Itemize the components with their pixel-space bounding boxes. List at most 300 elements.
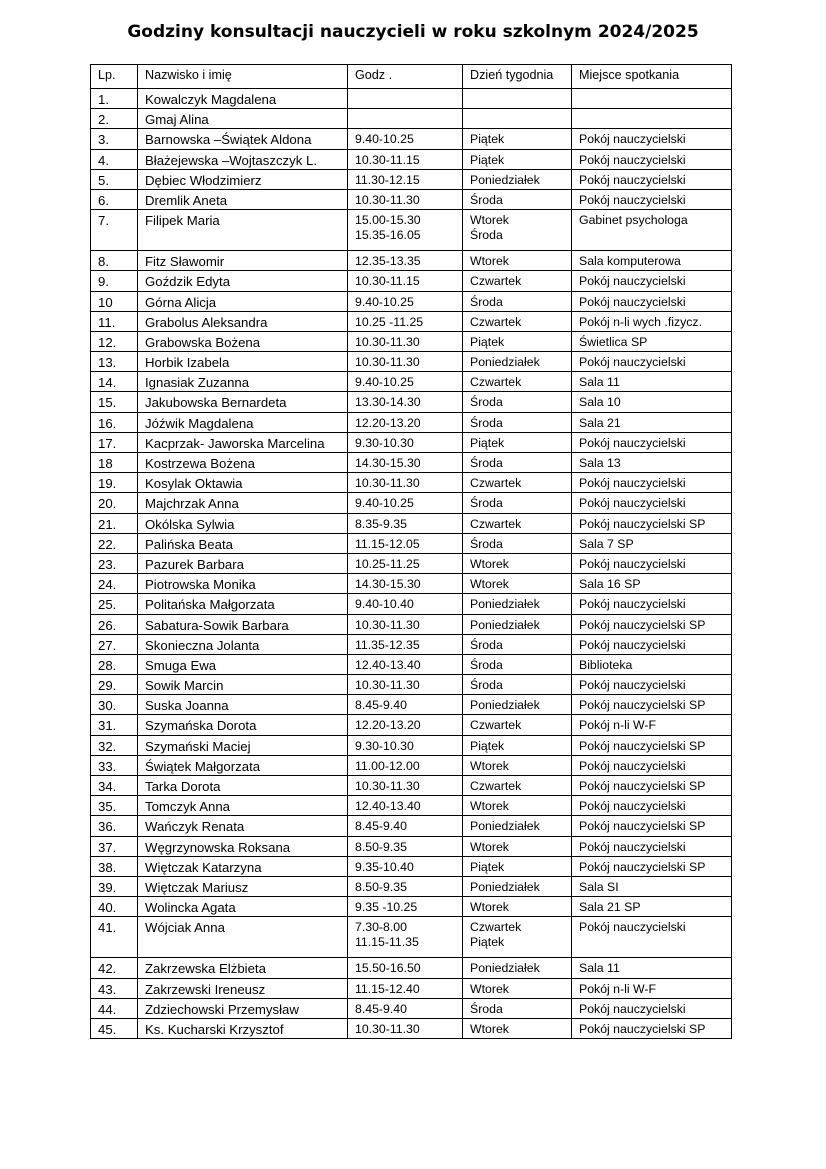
row-hours-line: 8.50-9.35 xyxy=(355,879,407,894)
row-lp: 6. xyxy=(91,189,138,209)
row-name: Więtczak Katarzyna xyxy=(138,856,348,876)
row-hours-line: 10.30-11.30 xyxy=(355,678,420,693)
row-lp: 33. xyxy=(91,755,138,775)
row-day xyxy=(463,917,572,958)
row-place xyxy=(572,89,732,109)
row-lp: 24. xyxy=(91,574,138,594)
table-row xyxy=(91,89,732,109)
row-hours-line: 7.30-8.00 xyxy=(355,920,407,935)
row-hours xyxy=(348,513,463,533)
row-place xyxy=(572,109,732,129)
table-row xyxy=(91,129,732,149)
row-place: Pokój nauczycielski xyxy=(572,129,732,149)
row-lp: 18 xyxy=(91,453,138,473)
row-day-line: Poniedziałek xyxy=(470,597,540,612)
row-hours-line: 9.35-10.40 xyxy=(355,859,414,874)
table-row xyxy=(91,453,732,473)
row-hours xyxy=(348,654,463,674)
row-place: Pokój nauczycielski xyxy=(572,189,732,209)
row-day-line: Poniedziałek xyxy=(470,172,540,187)
table-row xyxy=(91,816,732,836)
table-row xyxy=(91,715,732,735)
row-day-line: Piątek xyxy=(470,935,505,950)
row-hours xyxy=(348,796,463,816)
row-place: Biblioteka xyxy=(572,654,732,674)
row-lp: 4. xyxy=(91,149,138,169)
row-day xyxy=(463,291,572,311)
row-hours-line: 11.15-12.05 xyxy=(355,536,420,551)
row-place: Pokój nauczycielski xyxy=(572,149,732,169)
row-place: Pokój n-li wych .fizycz. xyxy=(572,311,732,331)
row-day-line: Czwartek xyxy=(470,779,522,793)
table-row xyxy=(91,897,732,917)
row-day xyxy=(463,675,572,695)
page-title: Godziny konsultacji nauczycieli w roku szkolnym 2024/2025 xyxy=(127,22,699,42)
row-day-line: Czwartek xyxy=(470,476,522,491)
row-place: Sala 7 SP xyxy=(572,533,732,553)
row-name: Grabolus Aleksandra xyxy=(138,311,348,331)
row-day-line: Piątek xyxy=(470,859,505,874)
row-name: Szymańska Dorota xyxy=(138,715,348,735)
row-hours xyxy=(348,129,463,149)
table-row xyxy=(91,574,732,594)
row-lp: 8. xyxy=(91,251,138,271)
row-lp: 34. xyxy=(91,776,138,796)
row-hours-line: 8.45-9.40 xyxy=(355,698,407,713)
row-place: Pokój nauczycielski xyxy=(572,755,732,775)
header-name: Nazwisko i imię xyxy=(138,65,348,89)
row-hours xyxy=(348,1018,463,1038)
table-header-row xyxy=(91,65,732,89)
row-day-line: Czwartek xyxy=(470,516,522,531)
row-place: Pokój nauczycielski SP xyxy=(572,816,732,836)
row-name: Kosylak Oktawia xyxy=(138,473,348,493)
row-place: Pokój nauczycielski xyxy=(572,796,732,816)
row-name: Zdziechowski Przemysław xyxy=(138,998,348,1018)
row-day xyxy=(463,695,572,715)
row-place: Pokój nauczycielski xyxy=(572,432,732,452)
row-day-line: Środa xyxy=(470,228,503,243)
row-day xyxy=(463,958,572,978)
row-day xyxy=(463,998,572,1018)
table-row xyxy=(91,493,732,513)
row-place: Sala 11 xyxy=(572,372,732,392)
row-lp: 3. xyxy=(91,129,138,149)
row-hours-line: 12.40-13.40 xyxy=(355,799,421,814)
row-name: Węgrzynowska Roksana xyxy=(138,836,348,856)
consultation-table xyxy=(90,64,732,1039)
row-hours-line: 11.15-12.40 xyxy=(355,981,420,996)
table-row xyxy=(91,473,732,493)
row-hours-line: 10.30-11.30 xyxy=(355,192,420,207)
row-place: Pokój nauczycielski SP xyxy=(572,735,732,755)
table-row xyxy=(91,1018,732,1038)
row-place: Pokój nauczycielski SP xyxy=(572,695,732,715)
row-day xyxy=(463,251,572,271)
row-place: Pokój n-li W-F xyxy=(572,978,732,998)
row-hours xyxy=(348,109,463,129)
row-lp: 15. xyxy=(91,392,138,412)
row-hours-line: 8.45-9.40 xyxy=(355,819,407,834)
row-name: Barnowska –Świątek Aldona xyxy=(138,129,348,149)
row-hours-line: 14.30-15.30 xyxy=(355,577,421,592)
row-name: Skonieczna Jolanta xyxy=(138,634,348,654)
row-hours-line: 12.20-13.20 xyxy=(355,718,421,733)
table-row xyxy=(91,755,732,775)
row-hours-line: 10.25-11.25 xyxy=(355,556,420,571)
table-row xyxy=(91,169,732,189)
row-name: Kowalczyk Magdalena xyxy=(138,89,348,109)
row-name: Sowik Marcin xyxy=(138,675,348,695)
row-hours-line: 11.30-12.15 xyxy=(355,172,420,187)
table-row xyxy=(91,372,732,392)
row-lp: 1. xyxy=(91,89,138,109)
row-day xyxy=(463,1018,572,1038)
row-name: Jakubowska Bernardeta xyxy=(138,392,348,412)
row-lp: 14. xyxy=(91,372,138,392)
row-place: Pokój nauczycielski xyxy=(572,352,732,372)
row-hours-line: 9.40-10.25 xyxy=(355,132,414,147)
row-lp: 19. xyxy=(91,473,138,493)
row-day-line: Czwartek xyxy=(470,274,522,289)
row-day xyxy=(463,836,572,856)
row-place: Pokój nauczycielski xyxy=(572,493,732,513)
row-lp: 16. xyxy=(91,412,138,432)
row-day xyxy=(463,493,572,513)
row-place: Pokój nauczycielski xyxy=(572,594,732,614)
table-row xyxy=(91,210,732,251)
row-day xyxy=(463,553,572,573)
table-row xyxy=(91,331,732,351)
row-day-line: Środa xyxy=(470,395,503,410)
row-day xyxy=(463,189,572,209)
row-place: Pokój nauczycielski SP xyxy=(572,513,732,533)
row-place: Sala 11 xyxy=(572,958,732,978)
row-hours xyxy=(348,311,463,331)
row-hours xyxy=(348,755,463,775)
row-day xyxy=(463,816,572,836)
row-name: Filipek Maria xyxy=(138,210,348,251)
row-day xyxy=(463,574,572,594)
table-row xyxy=(91,675,732,695)
header-place: Miejsce spotkania xyxy=(572,65,732,89)
row-day-line: Środa xyxy=(470,415,503,430)
table-row xyxy=(91,291,732,311)
row-day-line: Wtorek xyxy=(470,839,509,854)
row-place: Pokój nauczycielski xyxy=(572,836,732,856)
row-name: Horbik Izabela xyxy=(138,352,348,372)
row-day-line: Środa xyxy=(470,657,503,672)
row-hours-line: 8.50-9.35 xyxy=(355,839,407,854)
row-hours-line: 10.30-11.30 xyxy=(355,617,420,632)
row-place: Gabinet psychologa xyxy=(572,210,732,251)
table-row xyxy=(91,978,732,998)
row-hours xyxy=(348,776,463,796)
row-lp: 22. xyxy=(91,533,138,553)
row-name: Jóźwik Magdalena xyxy=(138,412,348,432)
row-lp: 31. xyxy=(91,715,138,735)
row-lp: 27. xyxy=(91,634,138,654)
row-day xyxy=(463,352,572,372)
row-lp: 5. xyxy=(91,169,138,189)
row-hours-line: 9.40-10.40 xyxy=(355,597,414,612)
row-hours-line: 9.30-10.30 xyxy=(355,435,414,450)
row-day xyxy=(463,453,572,473)
row-lp: 32. xyxy=(91,735,138,755)
row-place: Pokój nauczycielski SP xyxy=(572,856,732,876)
table-row xyxy=(91,392,732,412)
row-hours xyxy=(348,533,463,553)
row-name: Zakrzewska Elżbieta xyxy=(138,958,348,978)
row-name: Fitz Sławomir xyxy=(138,251,348,271)
row-day-line: Wtorek xyxy=(470,758,509,773)
row-hours xyxy=(348,816,463,836)
row-place: Pokój nauczycielski xyxy=(572,271,732,291)
row-name: Kacprzak- Jaworska Marcelina xyxy=(138,432,348,452)
row-lp: 23. xyxy=(91,553,138,573)
row-hours xyxy=(348,473,463,493)
row-lp: 40. xyxy=(91,897,138,917)
table-row xyxy=(91,412,732,432)
row-day-line: Piątek xyxy=(470,738,505,753)
row-hours-line: 10.30-11.30 xyxy=(355,334,420,349)
row-place: Sala komputerowa xyxy=(572,251,732,271)
row-hours-line: 9.30-10.30 xyxy=(355,738,414,753)
row-place: Sala SI xyxy=(572,876,732,896)
row-hours-line: 10.30-11.30 xyxy=(355,779,420,793)
row-name: Ignasiak Zuzanna xyxy=(138,372,348,392)
row-lp: 35. xyxy=(91,796,138,816)
row-lp: 7. xyxy=(91,210,138,251)
row-day xyxy=(463,654,572,674)
row-place: Sala 21 SP xyxy=(572,897,732,917)
row-name: Piotrowska Monika xyxy=(138,574,348,594)
row-place: Sala 16 SP xyxy=(572,574,732,594)
row-hours xyxy=(348,169,463,189)
row-day-line: Czwartek xyxy=(470,920,522,935)
table-row xyxy=(91,251,732,271)
row-lp: 28. xyxy=(91,654,138,674)
row-day-line: Piątek xyxy=(470,334,505,349)
row-day-line: Wtorek xyxy=(470,213,509,228)
row-day xyxy=(463,856,572,876)
row-name: Sabatura-Sowik Barbara xyxy=(138,614,348,634)
row-hours xyxy=(348,372,463,392)
row-day-line: Wtorek xyxy=(470,254,509,269)
row-lp: 29. xyxy=(91,675,138,695)
row-lp: 30. xyxy=(91,695,138,715)
row-day-line: Środa xyxy=(470,294,503,309)
row-day xyxy=(463,311,572,331)
row-name: Dremlik Aneta xyxy=(138,189,348,209)
row-day-line: Poniedziałek xyxy=(470,819,540,834)
row-place: Sala 21 xyxy=(572,412,732,432)
table-row xyxy=(91,876,732,896)
row-place: Pokój nauczycielski xyxy=(572,675,732,695)
row-day-line: Środa xyxy=(470,456,503,470)
table-row xyxy=(91,998,732,1018)
row-hours xyxy=(348,614,463,634)
row-lp: 37. xyxy=(91,836,138,856)
row-day xyxy=(463,978,572,998)
row-hours-line: 11.00-12.00 xyxy=(355,758,420,773)
row-place: Pokój nauczycielski SP xyxy=(572,776,732,796)
row-day-line: Środa xyxy=(470,192,503,207)
row-lp: 41. xyxy=(91,917,138,958)
row-lp: 12. xyxy=(91,331,138,351)
row-name: Świątek Małgorzata xyxy=(138,755,348,775)
row-day xyxy=(463,432,572,452)
row-name: Tarka Dorota xyxy=(138,776,348,796)
row-day xyxy=(463,210,572,251)
row-hours-line: 9.40-10.25 xyxy=(355,496,414,511)
row-day-line: Środa xyxy=(470,678,503,693)
row-lp: 2. xyxy=(91,109,138,129)
row-lp: 45. xyxy=(91,1018,138,1038)
row-hours-line: 13.30-14.30 xyxy=(355,395,421,410)
row-day-line: Środa xyxy=(470,536,503,551)
row-name: Politańska Małgorzata xyxy=(138,594,348,614)
row-place: Pokój nauczycielski SP xyxy=(572,614,732,634)
row-lp: 20. xyxy=(91,493,138,513)
row-lp: 25. xyxy=(91,594,138,614)
row-name: Tomczyk Anna xyxy=(138,796,348,816)
row-day xyxy=(463,412,572,432)
row-name: Pazurek Barbara xyxy=(138,553,348,573)
row-place: Sala 13 xyxy=(572,453,732,473)
row-day xyxy=(463,513,572,533)
table-row xyxy=(91,634,732,654)
row-hours-line: 12.40-13.40 xyxy=(355,657,421,672)
row-hours xyxy=(348,149,463,169)
row-day xyxy=(463,776,572,796)
row-name: Szymański Maciej xyxy=(138,735,348,755)
row-day-line: Wtorek xyxy=(470,577,509,592)
row-day-line: Poniedziałek xyxy=(470,698,540,713)
row-place: Pokój nauczycielski xyxy=(572,291,732,311)
row-day-line: Piątek xyxy=(470,435,505,450)
row-name: Dębiec Włodzimierz xyxy=(138,169,348,189)
row-name: Błażejewska –Wojtaszczyk L. xyxy=(138,149,348,169)
row-hours xyxy=(348,453,463,473)
row-lp: 42. xyxy=(91,958,138,978)
row-place: Pokój nauczycielski xyxy=(572,917,732,958)
table-row xyxy=(91,917,732,958)
row-day-line: Czwartek xyxy=(470,314,522,329)
row-lp: 26. xyxy=(91,614,138,634)
row-lp: 21. xyxy=(91,513,138,533)
row-day-line: Poniedziałek xyxy=(470,879,540,894)
row-hours xyxy=(348,291,463,311)
row-day xyxy=(463,897,572,917)
row-hours xyxy=(348,331,463,351)
table-body xyxy=(91,89,732,1039)
row-name: Smuga Ewa xyxy=(138,654,348,674)
row-name: Górna Alicja xyxy=(138,291,348,311)
row-day xyxy=(463,473,572,493)
table-row xyxy=(91,654,732,674)
row-hours-line: 10.30-11.15 xyxy=(355,274,420,289)
row-day-line: Czwartek xyxy=(470,375,522,390)
table-row xyxy=(91,553,732,573)
row-day-line: Środa xyxy=(470,496,503,511)
row-hours xyxy=(348,189,463,209)
row-day xyxy=(463,735,572,755)
row-hours-line: 15.35-16.05 xyxy=(355,228,421,243)
table-row xyxy=(91,695,732,715)
table-row xyxy=(91,735,732,755)
row-hours xyxy=(348,675,463,695)
row-day-line: Środa xyxy=(470,1001,503,1016)
row-hours-line: 8.45-9.40 xyxy=(355,1001,407,1016)
row-hours-line: 10.30-11.15 xyxy=(355,152,420,167)
row-day xyxy=(463,796,572,816)
table-row xyxy=(91,352,732,372)
row-lp: 10 xyxy=(91,291,138,311)
row-hours-line: 9.40-10.25 xyxy=(355,294,414,309)
table-row xyxy=(91,149,732,169)
row-place: Pokój nauczycielski xyxy=(572,553,732,573)
row-lp: 9. xyxy=(91,271,138,291)
row-lp: 44. xyxy=(91,998,138,1018)
row-hours xyxy=(348,392,463,412)
row-hours xyxy=(348,715,463,735)
row-hours xyxy=(348,917,463,958)
row-day xyxy=(463,634,572,654)
row-name: Palińska Beata xyxy=(138,533,348,553)
row-day-line: Poniedziałek xyxy=(470,355,540,370)
row-hours-line: 11.35-12.35 xyxy=(355,637,420,652)
table-row xyxy=(91,311,732,331)
table-row xyxy=(91,533,732,553)
row-place: Pokój nauczycielski xyxy=(572,998,732,1018)
row-hours xyxy=(348,412,463,432)
row-day-line: Poniedziałek xyxy=(470,617,540,632)
row-day xyxy=(463,89,572,109)
row-hours-line: 12.20-13.20 xyxy=(355,415,421,430)
row-lp: 43. xyxy=(91,978,138,998)
row-hours-line: 10.30-11.30 xyxy=(355,355,420,370)
row-hours xyxy=(348,695,463,715)
row-day-line: Środa xyxy=(470,637,503,652)
row-lp: 38. xyxy=(91,856,138,876)
row-day-line: Wtorek xyxy=(470,900,509,915)
row-day xyxy=(463,169,572,189)
row-hours xyxy=(348,836,463,856)
row-hours xyxy=(348,594,463,614)
table-row xyxy=(91,432,732,452)
row-lp: 11. xyxy=(91,311,138,331)
row-hours-line: 9.40-10.25 xyxy=(355,375,414,390)
row-hours-line: 10.30-11.30 xyxy=(355,476,420,491)
row-hours xyxy=(348,251,463,271)
row-lp: 17. xyxy=(91,432,138,452)
row-lp: 36. xyxy=(91,816,138,836)
row-place: Pokój nauczycielski xyxy=(572,634,732,654)
row-lp: 39. xyxy=(91,876,138,896)
row-place: Pokój nauczycielski xyxy=(572,473,732,493)
row-day-line: Piątek xyxy=(470,132,505,147)
row-hours xyxy=(348,998,463,1018)
row-name: Ks. Kucharski Krzysztof xyxy=(138,1018,348,1038)
row-hours xyxy=(348,876,463,896)
row-day xyxy=(463,755,572,775)
row-day-line: Wtorek xyxy=(470,799,509,814)
row-day xyxy=(463,331,572,351)
row-day xyxy=(463,392,572,412)
table-row xyxy=(91,109,732,129)
row-hours-line: 10.25 -11.25 xyxy=(355,314,424,329)
